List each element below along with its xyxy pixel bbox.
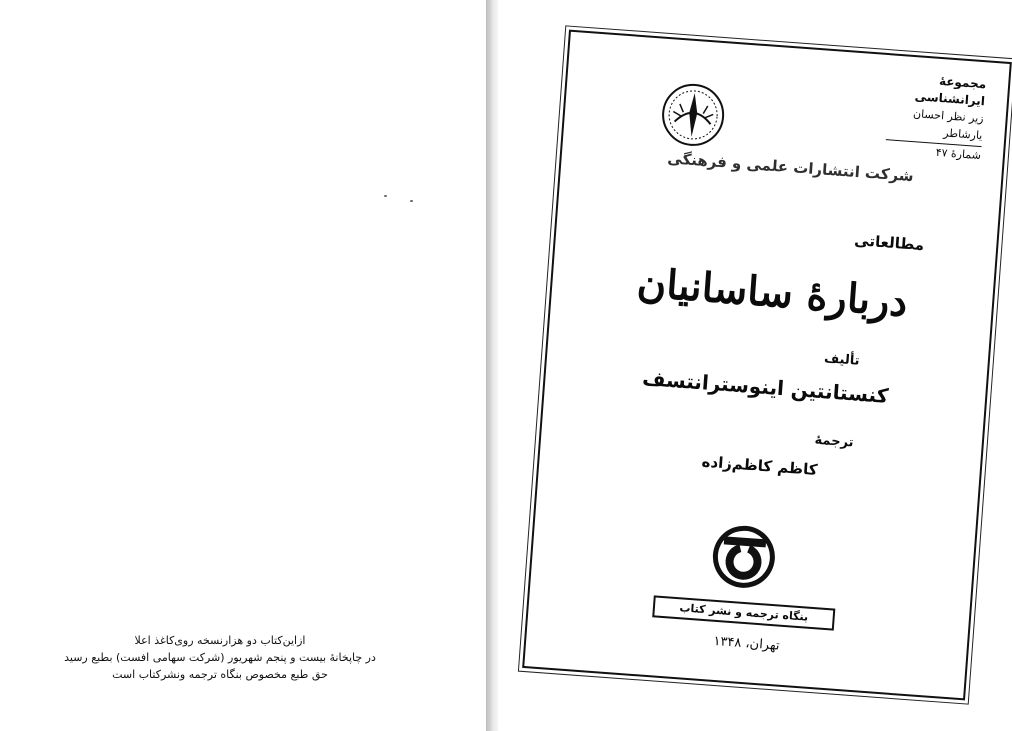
colophon [60, 632, 380, 683]
author-name: کنستانتین اینوسترانتسف [641, 365, 890, 408]
emblem-seal-icon [659, 81, 728, 150]
publisher-line: شرکت انتشارات علمی و فرهنگی [666, 149, 915, 186]
book-gutter [486, 0, 498, 731]
colophon-line: ازاین‌کتاب دو هزارنسخه روی‌کاغذ اعلا [134, 634, 306, 647]
translator-label: ترجمهٔ [814, 432, 855, 451]
imprint: تهران، ۱۳۴۸ [712, 633, 781, 654]
series-block [871, 68, 987, 164]
book-title: دربارهٔ ساسانیان [635, 259, 910, 327]
pre-title: مطالعاتی [853, 231, 925, 255]
title-page-frame [522, 30, 1012, 701]
scan-speck [410, 200, 413, 202]
scan-speck [384, 195, 387, 197]
series-number: شمارهٔ ۴۷ [935, 145, 982, 163]
colophon-line: حق طبع مخصوص بنگاه ترجمه ونشرکتاب است [112, 668, 328, 681]
logo-caption: بنگاه ترجمه و نشر کتاب [652, 595, 835, 630]
colophon-line: در چاپخانهٔ بیست و پنجم شهریور (شرکت سهامی افست) بطبع رسید [64, 651, 376, 664]
translator-name: کاظم کاظم‌زاده [701, 452, 819, 479]
author-label: تألیف [823, 351, 861, 369]
series-title: مجموعهٔ ایرانشناسی [914, 73, 987, 109]
publisher-logo-icon [709, 521, 780, 592]
series-editor: زیر نظر احسان یارشاطر [912, 107, 985, 143]
left-page [0, 0, 486, 731]
